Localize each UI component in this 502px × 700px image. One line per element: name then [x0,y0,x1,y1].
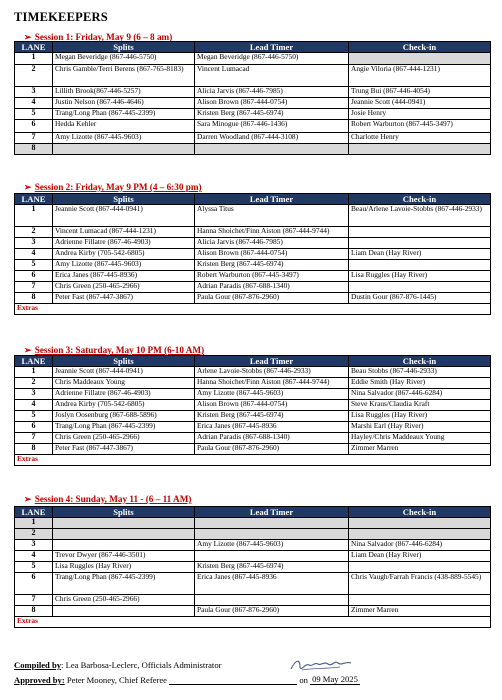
cell-lead: Vincent Lumacad [195,65,349,87]
column-header-checkin: Check-in [349,42,491,53]
cell-lead [195,518,349,529]
session-4-heading [24,494,191,505]
approved-by-label: Approved by: [14,675,65,685]
cell-splits: Amy Lizotte (867-445-9603) [53,133,195,144]
cell-lead: Kristen Berg (867-445-6974) [195,260,349,271]
cell-checkin: Chris Vaugh/Farrah Francis (438-889-5545) [349,573,491,595]
table-row [15,109,491,120]
cell-checkin [349,529,491,540]
cell-checkin [349,260,491,271]
cell-splits: Trevor Dwyer (867-446-3501) [53,551,195,562]
cell-lead: Arlene Lavoie-Stobbs (867-446-2933) [195,367,349,378]
cell-splits: Hedda Kehler [53,120,195,133]
cell-lane: 6 [15,573,53,595]
cell-splits: Peter Fast (867-447-3867) [53,444,195,455]
extras-label: Extras [15,617,491,628]
table-header-row [15,194,491,205]
cell-splits: Trang/Long Phan (867-445-2399) [53,422,195,433]
column-header-checkin: Check-in [349,356,491,367]
cell-checkin [349,144,491,155]
column-header-checkin: Check-in [349,507,491,518]
cell-lead: Adrian Paradis (867-688-1340) [195,433,349,444]
table-row [15,529,491,540]
session-4-table [14,506,491,628]
cell-lane: 7 [15,433,53,444]
cell-checkin [349,562,491,573]
cell-lane: 3 [15,389,53,400]
table-row [15,444,491,455]
table-row [15,249,491,260]
cell-lane: 5 [15,411,53,422]
cell-lane: 4 [15,249,53,260]
cell-lane: 2 [15,529,53,540]
table-row [15,573,491,595]
cell-lane: 1 [15,205,53,227]
table-row [15,53,491,65]
table-header-row [15,356,491,367]
table-row [15,389,491,400]
cell-lead: Erica Janes (867-445-8936 [195,422,349,433]
cell-splits: Jeannie Scott (867-444-0941) [53,205,195,227]
cell-checkin: Hayley/Chris Maddeaux Young [349,433,491,444]
cell-splits: Peter Fast (867-447-3867) [53,293,195,304]
cell-splits: Chris Maddeaux Young [53,378,195,389]
cell-checkin: Lisa Ruggles (Hay River) [349,411,491,422]
table-row [15,400,491,411]
cell-lane: 8 [15,606,53,617]
cell-checkin [349,53,491,65]
cell-lead: Darren Woodland (867-444-3108) [195,133,349,144]
column-header-lead: Lead Timer [195,42,349,53]
cell-lane: 5 [15,260,53,271]
cell-splits: Chris Green (250-465-2966) [53,282,195,293]
cell-lane: 6 [15,120,53,133]
cell-checkin [349,227,491,238]
cell-splits: Trang/Long Phan (867-445-2399) [53,109,195,120]
compiled-by-text: : Lea Barbosa-Leclerc, Officials Administrator [61,660,222,670]
cell-lead: Amy Lizotte (867-445-9603) [195,389,349,400]
table-row [15,562,491,573]
column-header-lane: LANE [15,42,53,53]
table-row [15,98,491,109]
cell-lead [195,595,349,606]
session-3-table [14,355,491,466]
cell-splits: Adrienne Fillatre (867-46-4903) [53,238,195,249]
cell-lead: Alison Brown (867-444-0754) [195,249,349,260]
cell-checkin: Steve Kraus/Claudia Kraft [349,400,491,411]
arrow-icon: ➢ [24,182,32,192]
table-row [15,540,491,551]
extras-row [15,617,491,628]
cell-splits: Lillith Brook(867-446-5257) [53,87,195,98]
column-header-lead: Lead Timer [195,507,349,518]
cell-lead: Amy Lizotte (867-445-9603) [195,540,349,551]
cell-lane: 4 [15,400,53,411]
extras-row [15,455,491,466]
cell-lane: 3 [15,87,53,98]
cell-lead: Kristen Berg (867-445-6974) [195,562,349,573]
column-header-lead: Lead Timer [195,194,349,205]
cell-lane: 3 [15,540,53,551]
cell-lead: Megan Beveridge (867-446-5750) [195,53,349,65]
cell-checkin: Angie Viloria (867-444-1231) [349,65,491,87]
table-row [15,87,491,98]
cell-checkin: Jeannie Scott (444-0941) [349,98,491,109]
cell-lane: 8 [15,444,53,455]
cell-lane: 6 [15,271,53,282]
cell-lead [195,551,349,562]
cell-checkin: Beau/Arlene Lavoie-Stobbs (867-446-2933) [349,205,491,227]
table-row [15,271,491,282]
session-2-heading [24,182,202,193]
cell-lane: 2 [15,378,53,389]
cell-lane: 5 [15,109,53,120]
cell-checkin [349,238,491,249]
on-label: on [299,675,308,685]
compiled-by-line [14,660,221,670]
cell-lane: 7 [15,133,53,144]
cell-lane: 4 [15,551,53,562]
table-header-row [15,507,491,518]
cell-lane: 1 [15,53,53,65]
table-row [15,367,491,378]
session-2-table [14,193,491,315]
extras-label: Extras [15,455,491,466]
table-row [15,144,491,155]
cell-lead: Kristen Berg (867-445-6974) [195,411,349,422]
cell-checkin: Charlotte Henry [349,133,491,144]
compiled-by-label: Compiled by [14,660,62,670]
table-row [15,606,491,617]
column-header-checkin: Check-in [349,194,491,205]
table-row [15,133,491,144]
approved-by-line [14,674,360,685]
signature-line [169,684,297,685]
column-header-splits: Splits [53,356,195,367]
approval-date: 09 May 2025 [312,674,358,684]
table-row [15,65,491,87]
cell-lead: Erica Janes (867-445-8936 [195,573,349,595]
cell-lead: Kristen Berg (867-445-6974) [195,109,349,120]
cell-checkin [349,518,491,529]
cell-splits [53,606,195,617]
arrow-icon: ➢ [24,494,32,504]
cell-lead: Paula Gour (867-876-2960) [195,293,349,304]
cell-splits: Lisa Ruggles (Hay River) [53,562,195,573]
column-header-lane: LANE [15,507,53,518]
cell-splits: Chris Gamble/Terri Berens (867-765-8183) [53,65,195,87]
cell-splits: Trang/Long Phan (867-445-2399) [53,573,195,595]
cell-checkin: Nina Salvador (867-446-6284) [349,389,491,400]
cell-lead [195,529,349,540]
column-header-lane: LANE [15,194,53,205]
column-header-lead: Lead Timer [195,356,349,367]
table-row [15,293,491,304]
cell-checkin: Eddie Smith (Hay River) [349,378,491,389]
cell-lane: 8 [15,144,53,155]
cell-splits: Amy Lizotte (867-445-9603) [53,260,195,271]
session-heading-text: Session 2: Friday, May 9 PM (4 – 6:30 pm) [34,182,202,192]
cell-checkin: Lisa Ruggles (Hay River) [349,271,491,282]
cell-checkin: Liam Dean (Hay River) [349,551,491,562]
table-row [15,120,491,133]
cell-lane: 5 [15,562,53,573]
cell-lane: 2 [15,65,53,87]
table-row [15,595,491,606]
cell-lead: Alison Brown (867-444-0754) [195,400,349,411]
cell-splits: Andrea Kirby (705-542-6805) [53,400,195,411]
cell-lead: Robert Warburton (867-445-3497) [195,271,349,282]
table-row [15,422,491,433]
table-row [15,378,491,389]
cell-checkin: Robert Warburton (867-445-3497) [349,120,491,133]
cell-splits: Erica Janes (867-445-8936) [53,271,195,282]
cell-splits: Joslyn Oosenburg (867-688-5896) [53,411,195,422]
signature-image [288,655,354,675]
cell-lane: 7 [15,282,53,293]
cell-checkin: Zimmer Marren [349,444,491,455]
cell-checkin: Zimmer Marren [349,606,491,617]
table-row [15,282,491,293]
cell-splits [53,518,195,529]
cell-splits: Andrea Kirby (705-542-6805) [53,249,195,260]
table-row [15,551,491,562]
cell-lead: Alicia Jarvis (867-446-7985) [195,238,349,249]
cell-checkin [349,282,491,293]
cell-lead: Alyssa Titus [195,205,349,227]
cell-lead: Hanna Shoichet/Finn Aiston (867-444-9744) [195,378,349,389]
arrow-icon: ➢ [24,32,32,42]
cell-lead: Paula Gour (867-876-2960) [195,606,349,617]
cell-splits: Justin Nelson (867-446-4646) [53,98,195,109]
table-row [15,227,491,238]
cell-splits: Adrienne Fillatre (867-46-4903) [53,389,195,400]
cell-lead [195,144,349,155]
cell-lead: Hanna Shoichet/Finn Aiston (867-444-9744) [195,227,349,238]
cell-checkin: Dustin Gour (867-876-1445) [349,293,491,304]
table-row [15,518,491,529]
cell-checkin: Nina Salvador (867-446-6284) [349,540,491,551]
column-header-lane: LANE [15,356,53,367]
column-header-splits: Splits [53,42,195,53]
cell-lane: 3 [15,238,53,249]
approved-by-text: Peter Mooney, Chief Referee [64,675,167,685]
cell-lane: 6 [15,422,53,433]
cell-checkin: Josie Henry [349,109,491,120]
session-heading-text: Session 1: Friday, May 9 (6 – 8 am) [34,32,173,42]
column-header-splits: Splits [53,194,195,205]
cell-splits: Chris Green (250-465-2966) [53,433,195,444]
cell-lead: Alicia Jarvis (867-446-7985) [195,87,349,98]
column-header-splits: Splits [53,507,195,518]
arrow-icon: ➢ [24,345,32,355]
session-heading-text: Session 3: Saturday, May 10 PM (6-10 AM) [34,345,205,355]
cell-splits [53,144,195,155]
cell-lane: 4 [15,98,53,109]
table-row [15,238,491,249]
cell-lane: 2 [15,227,53,238]
table-row [15,260,491,271]
cell-splits [53,529,195,540]
cell-checkin: Liam Dean (Hay River) [349,249,491,260]
extras-label: Extras [15,304,491,315]
cell-checkin: Beau Stobbs (867-446-2933) [349,367,491,378]
cell-splits [53,540,195,551]
cell-lead: Paula Gour (867-876-2960) [195,444,349,455]
extras-row [15,304,491,315]
cell-splits: Jeannie Scott (867-444-0941) [53,367,195,378]
table-header-row [15,42,491,53]
cell-splits: Megan Beveridge (867-446-5750) [53,53,195,65]
cell-checkin: Marshi Earl (Hay River) [349,422,491,433]
cell-checkin [349,595,491,606]
table-row [15,205,491,227]
cell-lead: Adrian Paradis (867-688-1340) [195,282,349,293]
cell-lane: 1 [15,518,53,529]
table-row [15,411,491,422]
cell-lane: 1 [15,367,53,378]
cell-splits: Chris Green (250-465-2966) [53,595,195,606]
cell-splits: Vincent Lumacad (867-444-1231) [53,227,195,238]
document-title: TIMEKEEPERS [14,10,108,24]
cell-lane: 7 [15,595,53,606]
session-1-table [14,41,491,155]
cell-lead: Sara Minogue (867-446-1436) [195,120,349,133]
cell-checkin: Trung Bui (867-446-4054) [349,87,491,98]
cell-lane: 8 [15,293,53,304]
session-heading-text: Session 4: Sunday, May 11 - (6 – 11 AM) [34,494,192,504]
table-row [15,433,491,444]
cell-lead: Alison Brown (867-444-0754) [195,98,349,109]
